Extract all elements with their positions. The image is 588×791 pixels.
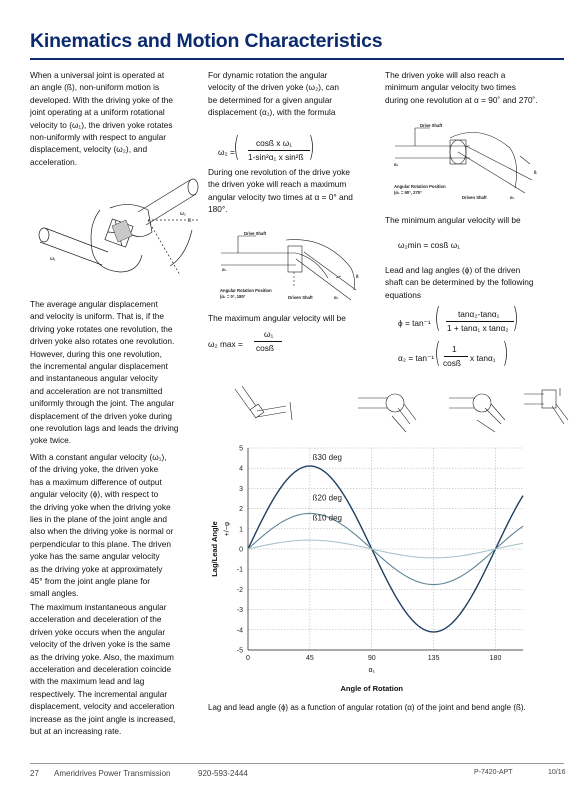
- position-label: Angular Rotation Position: [220, 288, 272, 293]
- formula-alpha2-numerator: 1: [452, 344, 457, 354]
- w2-label: ω₂: [180, 211, 186, 217]
- text-line: minimum angular velocity two times: [385, 82, 516, 93]
- text-line: With a constant angular velocity (ω₁),: [30, 452, 167, 462]
- footer-doc-code: P-7420-APT: [474, 769, 513, 776]
- y-tick-label: -5: [236, 647, 243, 655]
- text-line: the driven yoke will reach a maximum: [208, 179, 347, 190]
- text-line: velocity of the driven yoke is the same: [30, 639, 171, 650]
- text-line: the driving yoke when the driving yoke: [30, 501, 171, 512]
- y-tick-label: 3: [239, 485, 243, 493]
- joint-position-icons: [220, 376, 570, 436]
- text-line: When a universal joint is operated at: [30, 70, 165, 80]
- alpha1-label-4: α₁: [510, 195, 515, 200]
- formula-max-lhs: ω₂ max =: [208, 339, 243, 349]
- text-line: velocity of the driven yoke (ω₂), can: [208, 82, 339, 93]
- footer-date: 10/16: [548, 769, 566, 776]
- formula-max-numerator: ω₁: [264, 329, 274, 339]
- footer-rule: [30, 763, 564, 764]
- x-tick-label: 180: [489, 655, 502, 662]
- text-line: shaft can be determined by the following: [385, 277, 534, 288]
- text-line: Lead and lag angles (ϕ) of the driven: [385, 265, 521, 275]
- series-line-beta-20: [248, 513, 523, 584]
- joint-diagram-90-270: [390, 118, 540, 203]
- formula-phi-numerator: tanα₂-tanα₁: [458, 309, 500, 319]
- position-label-2: Angular Rotation Position: [394, 184, 446, 189]
- alpha1-label: α₁: [222, 267, 227, 272]
- text-line: displacement, velocity (ω₂), and: [30, 144, 148, 155]
- text-line: small angles.: [30, 588, 79, 599]
- text-line: the incremental angular displacement: [30, 361, 168, 372]
- text-line: as the driving yoke. Also, the maximum: [30, 651, 174, 662]
- universal-joint-illustration: [30, 170, 205, 280]
- joint-icon-90: [449, 394, 505, 432]
- intro-paragraph: [30, 69, 200, 168]
- text-line: lies in the plane of the joint angle and: [30, 514, 168, 525]
- text-line: angular velocity two times at α = 0° and: [208, 191, 353, 202]
- text-line: For dynamic rotation the angular: [208, 70, 328, 80]
- beta-label: ß: [356, 274, 359, 279]
- y-tick-label: -4: [236, 627, 243, 635]
- position-value-label: (α₁ = 0°, 180°: [220, 294, 246, 299]
- text-line: one revolution lags and leads the driving: [30, 423, 179, 434]
- text-line: 45° from the joint angle plane for: [30, 576, 151, 587]
- min-velocity-paragraph: [385, 69, 565, 106]
- text-line: acceleration and deceleration of the: [30, 614, 162, 625]
- formula-max-denominator: cosß: [256, 343, 274, 353]
- x-axis-subtitle: α₁: [368, 667, 375, 674]
- series-label: ß30 deg: [312, 453, 342, 463]
- drive-shaft-label-2: Drive Shaft: [420, 123, 443, 128]
- lead-lag-paragraph: [385, 264, 565, 301]
- text-line: and velocity is uniform. That is, if the: [30, 311, 165, 322]
- text-line: angular velocity (ϕ), with respect to: [30, 489, 159, 500]
- y-tick-label: 0: [239, 546, 243, 554]
- text-line: as the driving yoke at approximately: [30, 563, 163, 574]
- position-value-label-2: (α₁ = 90°, 270°: [394, 190, 422, 195]
- text-line: perpendicular to this plane. The driven: [30, 538, 171, 549]
- joint-icon-135: [524, 388, 568, 424]
- text-line: joint operating at a uniform rotational: [30, 107, 165, 118]
- average-displacement-paragraph: [30, 298, 205, 447]
- x-tick-label: 0: [246, 655, 250, 662]
- x-tick-label: 45: [305, 655, 314, 662]
- text-line: The driven yoke will also reach a: [385, 70, 506, 80]
- formula-phi-lhs: ϕ = tan⁻¹: [398, 318, 431, 328]
- text-line: and acceleration are not transmitted: [30, 385, 163, 396]
- text-line: The maximum instantaneous angular: [30, 602, 167, 612]
- max-acceleration-paragraph: [30, 601, 205, 737]
- series-line-beta-30: [248, 466, 523, 632]
- text-line: driving yoke rotates one revolution, the: [30, 323, 173, 334]
- text-line: The average angular displacement: [30, 299, 158, 309]
- text-line: acceleration.: [30, 156, 78, 167]
- beta-label-2: ß: [534, 170, 537, 175]
- text-line: during one revolution at α = 90˚ and 270˚.: [385, 94, 538, 105]
- y-tick-label: 1: [239, 526, 243, 534]
- dynamic-rotation-paragraph: [208, 69, 378, 119]
- y-tick-label: 4: [239, 465, 243, 473]
- series-label: ß20 deg: [312, 493, 342, 503]
- y-tick-label: -2: [236, 586, 243, 594]
- constant-velocity-paragraph: [30, 451, 205, 600]
- text-line: an angle (ß), non-uniform motion is: [30, 82, 160, 93]
- alpha1-label-3: α₁: [394, 162, 399, 167]
- text-line: developed. With the driving yoke of the: [30, 94, 173, 105]
- text-line: also when the driving yoke is normal or: [30, 526, 174, 537]
- driven-shaft-label-2: Driven Shaft: [462, 195, 487, 200]
- joint-icon-45: [358, 394, 416, 432]
- x-axis-title: Angle of Rotation: [340, 684, 403, 693]
- text-line: but at an increasing rate.: [30, 726, 122, 737]
- y-axis-title: Lag/Lead Angle: [210, 521, 219, 577]
- drive-shaft-label: Drive Shaft: [244, 231, 267, 236]
- series-line-beta-10: [248, 540, 523, 558]
- y-tick-label: 5: [239, 445, 243, 453]
- text-line: During one revolution of the drive yoke: [208, 167, 351, 177]
- min-velocity-intro: The minimum angular velocity will be: [385, 215, 521, 225]
- y-tick-label: -1: [236, 566, 243, 574]
- max-velocity-paragraph: [208, 166, 378, 216]
- footer-company: Ameridrives Power Transmission: [54, 769, 171, 778]
- text-line: 180°.: [208, 204, 228, 215]
- footer-page-number: 27: [30, 769, 39, 778]
- title-rule: [30, 58, 564, 60]
- text-line: with the maximum lead and lag: [30, 676, 145, 687]
- x-tick-label: 135: [427, 655, 440, 662]
- text-line: uniformly through the joint. The angular: [30, 398, 175, 409]
- text-line: acceleration and deceleration coincide: [30, 664, 172, 675]
- text-line: and instantaneous angular velocity: [30, 373, 158, 384]
- formula-alpha2-tail: x tanα₁: [470, 353, 496, 363]
- text-line: velocity to (ω₁), the driven yoke rotates: [30, 119, 173, 130]
- footer-phone: 920-593-2444: [198, 769, 248, 778]
- text-line: be determined for a given angular: [208, 94, 333, 105]
- y-tick-label: 2: [239, 506, 243, 514]
- max-velocity-intro: The maximum angular velocity will be: [208, 313, 346, 323]
- text-line: driven yoke occurs when the angular: [30, 626, 166, 637]
- driven-shaft-label: Driven Shaft: [288, 295, 313, 300]
- alpha1-label-2: α₁: [334, 295, 339, 300]
- text-line: equations: [385, 289, 421, 300]
- y-tick-label: -3: [236, 607, 243, 615]
- text-line: increase as the joint angle is increased,: [30, 713, 176, 724]
- formula-omega2-denominator: 1-sin²α₁ x sin²ß: [248, 152, 304, 162]
- text-line: of the driving yoke, the driven yoke: [30, 464, 159, 475]
- text-line: has a maximum difference of output: [30, 476, 162, 487]
- text-line: driven yoke also rotates one revolution.: [30, 336, 175, 347]
- page-title: Kinematics and Motion Characteristics: [30, 30, 383, 52]
- w1-label: ω₁: [50, 256, 56, 262]
- text-line: However, during this one revolution,: [30, 348, 162, 359]
- text-line: non-uniformly with respect to angular: [30, 132, 167, 143]
- beta-label: ß: [188, 218, 192, 224]
- joint-diagram-0-180: [216, 228, 366, 308]
- chart-caption: Lag and lead angle (ϕ) as a function of angular rotation (α) of the joint and bend angle (ß).: [208, 703, 526, 712]
- formula-alpha2-denominator: cosß: [443, 358, 461, 368]
- text-line: displacement, velocity and acceleration: [30, 701, 175, 712]
- text-line: respectively. The incremental angular: [30, 688, 168, 699]
- formula-omega2-numerator: cosß x ω₁: [256, 138, 293, 148]
- formula-alpha2-lhs: α₂ = tan⁻¹: [398, 353, 435, 363]
- y-axis-subtitle: +/−φ: [224, 521, 231, 537]
- text-line: displacement (α₁), with the formula: [208, 107, 336, 118]
- text-line: displacement of the driven yoke during: [30, 410, 173, 421]
- text-line: yoke has the same angular velocity: [30, 551, 160, 562]
- formula-phi-denominator: 1 + tanα₁ x tanα₂: [447, 323, 509, 333]
- formula-omega2-min: ω₂min = cosß ω₁: [398, 240, 461, 250]
- formula-omega2-lhs: ω₂ =: [218, 147, 235, 157]
- lead-lag-chart: [205, 436, 535, 694]
- series-label: ß10 deg: [312, 513, 342, 523]
- text-line: yoke twice.: [30, 435, 72, 446]
- joint-icon-0: [235, 386, 292, 420]
- x-tick-label: 90: [367, 655, 376, 662]
